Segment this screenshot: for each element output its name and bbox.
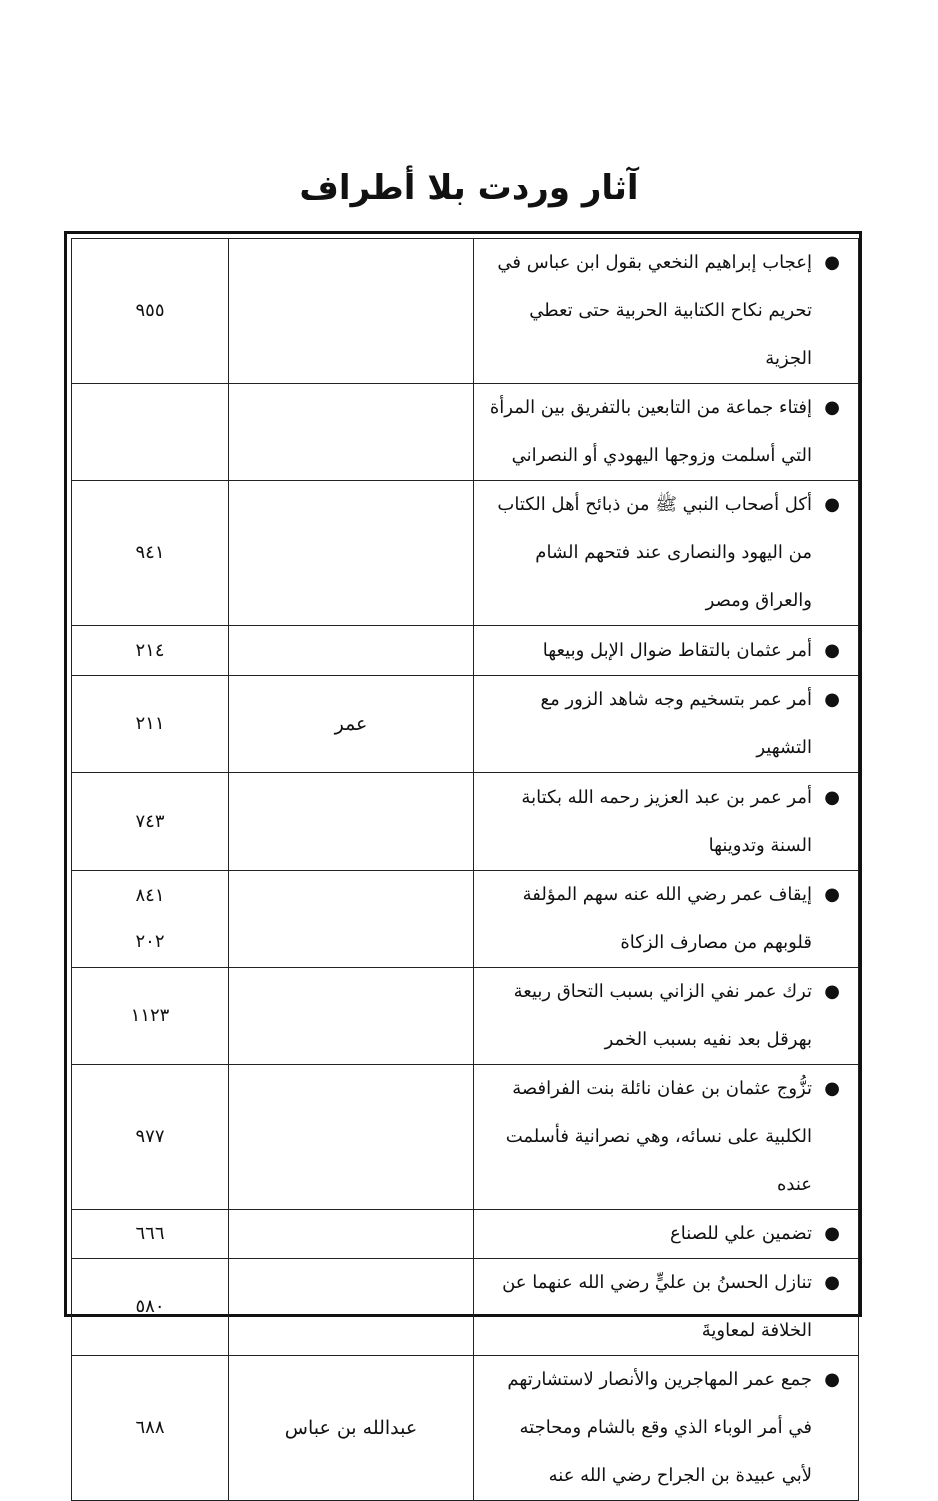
narrator-cell — [229, 1065, 474, 1210]
entry-title-cell — [474, 626, 859, 676]
entry-title-cell — [474, 871, 859, 968]
bullet-icon: ● — [824, 689, 840, 710]
page-number-cell — [72, 626, 229, 676]
bullet-icon: ● — [824, 1078, 840, 1099]
entry-text: تزُّوج عثمان بن عفان نائلة بنت الفرافصة الكلبية على نسائه، وهي نصرانية فأسلمت عنده — [505, 1078, 812, 1195]
page-number: ٨٤١ — [135, 885, 165, 906]
entry-text: تضمين علي للصناع — [669, 1223, 812, 1244]
index-table-frame — [64, 231, 862, 1486]
page-number-cell — [72, 481, 229, 626]
entry-title-cell — [474, 676, 859, 773]
entry-text: تنازل الحسنُ بن عليٍّ رضي الله عنهما عن الخلافة لمعاويةَ — [502, 1272, 812, 1341]
bullet-icon: ● — [824, 494, 840, 515]
table-row — [72, 871, 859, 968]
entry-text: أمر عثمان بالتقاط ضوال الإبل وبيعها — [542, 639, 812, 661]
narrator-cell — [229, 384, 474, 481]
table-row — [72, 626, 859, 676]
table-row — [72, 676, 859, 773]
page-number: ١١٢٣ — [130, 1005, 170, 1026]
page-number: ٩٥٥ — [135, 300, 165, 321]
narrator-cell — [229, 1259, 474, 1356]
bullet-icon: ● — [824, 397, 840, 418]
entry-text: جمع عمر المهاجرين والأنصار لاستشارتهم في أمر الوباء الذي وقع بالشام ومحاجته لأبي عبيدة بن الجراح رضي الله عنه — [507, 1369, 812, 1486]
page-number-cell — [72, 1259, 229, 1356]
narrator-cell — [229, 1210, 474, 1259]
entry-title-cell — [474, 968, 859, 1065]
index-table — [71, 238, 859, 1501]
page-number: ٦٨٨ — [135, 1417, 165, 1438]
page-number: ٢٠٢ — [135, 931, 165, 952]
table-row — [72, 1356, 859, 1501]
page-number: ٦٦٦ — [135, 1223, 165, 1244]
page-number-cell — [72, 871, 229, 968]
page-number: ٧٤٣ — [135, 810, 165, 832]
entry-title-cell — [474, 773, 859, 871]
entry-title-cell — [474, 239, 859, 384]
entry-text: إفتاء جماعة من التابعين بالتفريق بين المرأة التي أسلمت وزوجها اليهودي أو النصراني — [489, 397, 812, 466]
page-number: ٢١٤ — [135, 639, 165, 661]
entry-title-cell — [474, 481, 859, 626]
table-row — [72, 1065, 859, 1210]
entry-title-cell — [474, 1210, 859, 1259]
page-number-cell — [72, 773, 229, 871]
entry-text: ترك عمر نفي الزاني بسبب التحاق ربيعة بهرقل بعد نفيه بسبب الخمر — [513, 981, 812, 1050]
narrator-cell — [229, 481, 474, 626]
entry-title-cell — [474, 1259, 859, 1356]
bullet-icon: ● — [824, 786, 840, 808]
page-number: ٥٨٠ — [135, 1296, 165, 1317]
bullet-icon: ● — [824, 1272, 840, 1293]
page-number: ٩٧٧ — [135, 1126, 165, 1147]
page-number: ٩٤١ — [135, 542, 165, 563]
narrator-cell — [229, 239, 474, 384]
bullet-icon: ● — [824, 252, 840, 273]
entry-title-cell — [474, 1356, 859, 1501]
bullet-icon: ● — [824, 1369, 840, 1390]
narrator-cell — [229, 773, 474, 871]
table-row — [72, 1259, 859, 1356]
bullet-icon: ● — [824, 884, 840, 905]
narrator-cell: عمر — [229, 676, 474, 773]
entry-text: أمر عمر بن عبد العزيز رحمه الله بكتابة السنة وتدوينها — [521, 786, 812, 856]
page-number-cell — [72, 968, 229, 1065]
page-number-cell — [72, 239, 229, 384]
page-number: ٢١١ — [135, 713, 165, 734]
narrator-cell: عبدالله بن عباس — [229, 1356, 474, 1501]
bullet-icon: ● — [824, 1223, 840, 1244]
index-table-body — [72, 239, 859, 1501]
table-row — [72, 773, 859, 871]
narrator-cell — [229, 871, 474, 968]
entry-text: إيقاف عمر رضي الله عنه سهم المؤلفة قلوبهم من مصارف الزكاة — [522, 884, 812, 953]
entry-text: أمر عمر بتسخيم وجه شاهد الزور مع التشهير — [540, 689, 812, 758]
page-number-cell — [72, 384, 229, 481]
page-title: آثار وردت بلا أطراف — [299, 168, 639, 208]
bullet-icon: ● — [824, 639, 840, 661]
table-row — [72, 239, 859, 384]
page-number-cell — [72, 1356, 229, 1501]
entry-text: أكل أصحاب النبي ﷺ من ذبائح أهل الكتاب من اليهود والنصارى عند فتحهم الشام والعراق ومصر — [497, 494, 812, 611]
bullet-icon: ● — [824, 981, 840, 1002]
entry-title-cell — [474, 1065, 859, 1210]
page-number-cell — [72, 1210, 229, 1259]
entry-text: إعجاب إبراهيم النخعي بقول ابن عباس في تحريم نكاح الكتابية الحربية حتى تعطي الجزية — [497, 252, 812, 369]
narrator-cell — [229, 968, 474, 1065]
entry-title-cell — [474, 384, 859, 481]
page-number-cell — [72, 676, 229, 773]
table-row — [72, 384, 859, 481]
table-row — [72, 1210, 859, 1259]
table-row — [72, 968, 859, 1065]
narrator-cell — [229, 626, 474, 676]
page-number-cell — [72, 1065, 229, 1210]
table-row — [72, 481, 859, 626]
